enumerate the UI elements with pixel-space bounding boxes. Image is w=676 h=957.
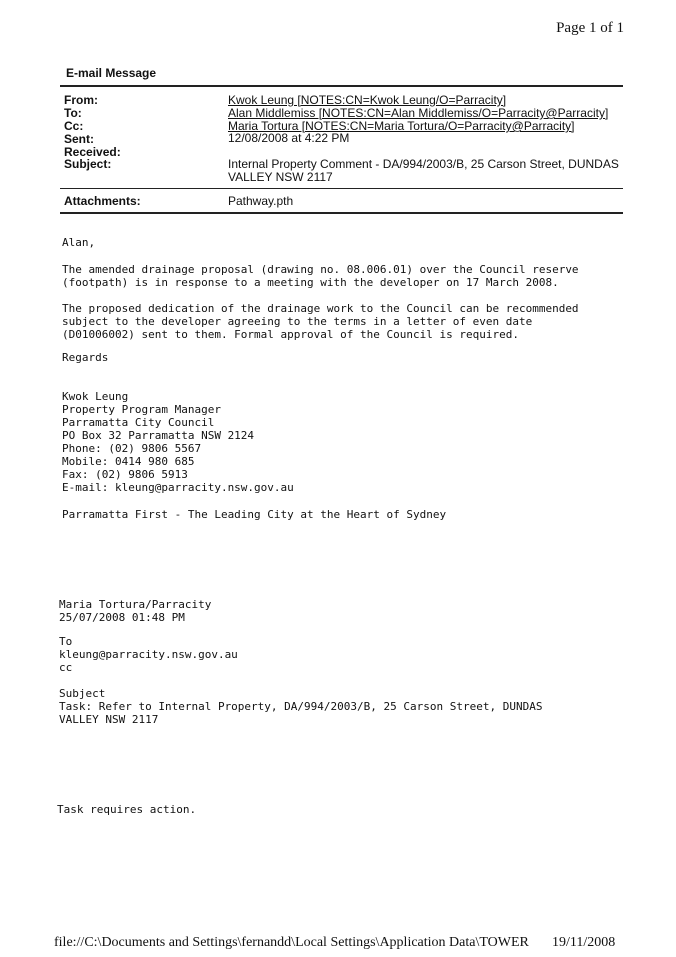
subject-label: Subject: bbox=[64, 157, 112, 171]
body-paragraph-1: The amended drainage proposal (drawing no. 08.006.01) over the Council reserve (footpath) is in response to a meeting with the developer on 17 March 2008. bbox=[62, 263, 579, 289]
attachment-file[interactable]: Pathway.pth bbox=[228, 194, 294, 208]
subject-value-line1: Internal Property Comment - DA/994/2003/B, 25 Carson Street, DUNDAS bbox=[228, 157, 619, 171]
forward-to: To kleung@parracity.nsw.gov.au cc bbox=[59, 635, 238, 674]
attachments-label: Attachments: bbox=[64, 194, 141, 208]
task-note: Task requires action. bbox=[57, 803, 197, 816]
to-value[interactable]: Alan Middlemiss [NOTES:CN=Alan Middlemiss/O=Parracity@Parracity] bbox=[228, 106, 609, 120]
from-value[interactable]: Kwok Leung [NOTES:CN=Kwok Leung/O=Parracity] bbox=[228, 93, 507, 107]
header-top-rule bbox=[60, 85, 623, 87]
attachments-bottom-rule bbox=[60, 212, 623, 214]
cc-value[interactable]: Maria Tortura [NOTES:CN=Maria Tortura/O=Parracity@Parracity] bbox=[228, 119, 575, 133]
forward-from: Maria Tortura/Parracity 25/07/2008 01:48 PM bbox=[59, 598, 212, 624]
greeting: Alan, bbox=[62, 236, 96, 249]
attachments-top-rule bbox=[60, 188, 623, 189]
to-label: To: bbox=[64, 106, 82, 120]
from-label: From: bbox=[64, 93, 98, 107]
signature-block: Kwok Leung Property Program Manager Parramatta City Council PO Box 32 Parramatta NSW 2124 Phone: (02) 9806 5567 Mobile: 0414 980 685 Fax: (02) 9806 5913 E-mail: kleung@parracity.nsw.gov.au bbox=[62, 390, 294, 494]
message-title: E-mail Message bbox=[66, 66, 157, 80]
sent-value: 12/08/2008 at 4:22 PM bbox=[228, 131, 350, 145]
sent-label: Sent: bbox=[64, 132, 94, 146]
subject-value-line2: VALLEY NSW 2117 bbox=[228, 170, 333, 184]
received-label: Received: bbox=[64, 145, 121, 159]
cc-label: Cc: bbox=[64, 119, 84, 133]
regards: Regards bbox=[62, 351, 109, 364]
forward-subject: Subject Task: Refer to Internal Property, DA/994/2003/B, 25 Carson Street, DUNDAS VALLEY NSW 2117 bbox=[59, 687, 543, 726]
body-paragraph-2: The proposed dedication of the drainage work to the Council can be recommended subject to the developer agreeing to the terms in a letter of even date (D01006002) sent to them. Formal approval of the Council is required. bbox=[62, 302, 579, 341]
page-number: Page 1 of 1 bbox=[556, 20, 624, 36]
footer-date: 19/11/2008 bbox=[552, 935, 616, 950]
footer-file-path: file://C:\Documents and Settings\fernandd\Local Settings\Application Data\TOWER bbox=[54, 935, 529, 950]
tagline: Parramatta First - The Leading City at the Heart of Sydney bbox=[62, 508, 447, 521]
